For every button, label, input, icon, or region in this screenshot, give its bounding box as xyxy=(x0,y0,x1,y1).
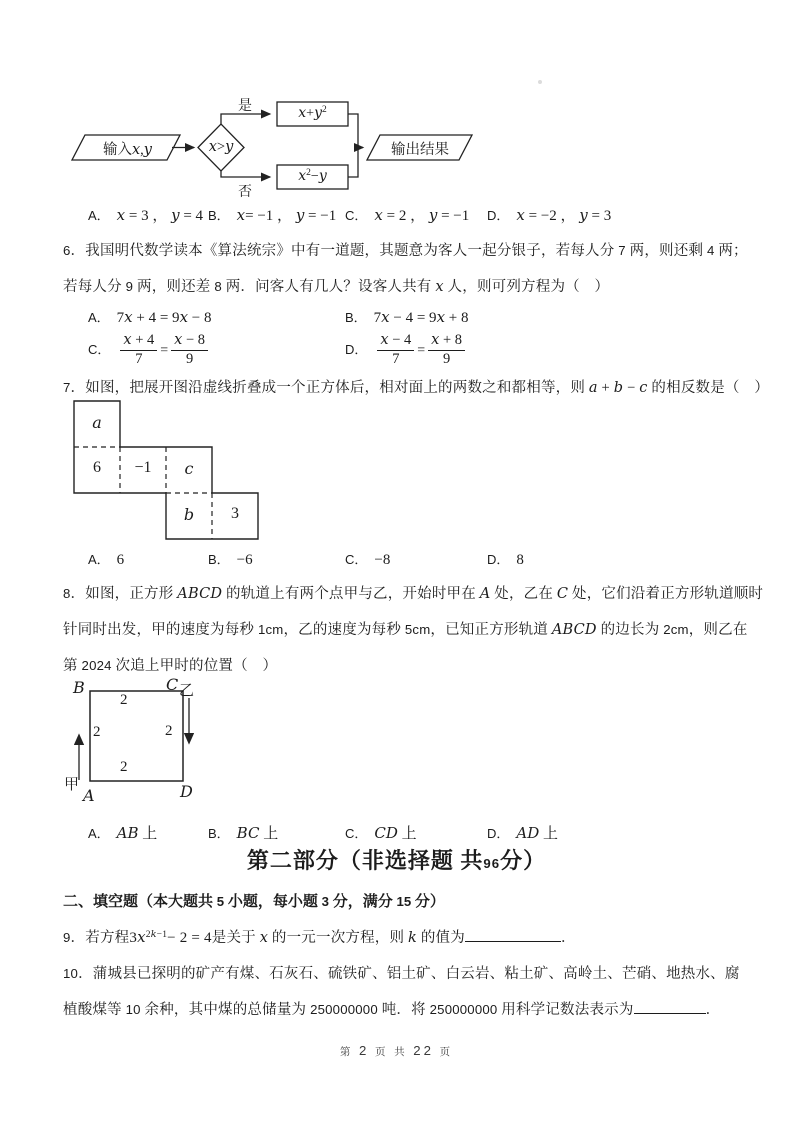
side-length-top: 2 xyxy=(120,692,128,708)
option-label: D． xyxy=(345,341,368,357)
page-footer: 第 2 页 共 22 页 xyxy=(339,1043,454,1058)
option-label: A． xyxy=(88,826,110,841)
option-value: CD 上 xyxy=(374,824,417,842)
denominator: 9 xyxy=(442,350,451,367)
option-label: A． xyxy=(88,552,110,567)
q7-option-c xyxy=(345,549,390,569)
bottom-box-base: x xyxy=(298,168,307,184)
option-value: 8 xyxy=(516,552,524,568)
fraction-right xyxy=(428,333,465,368)
q9-pre: 9．若方程 xyxy=(63,930,130,946)
fraction-left xyxy=(377,333,414,368)
flowchart-output-label: 输出结果 xyxy=(391,142,449,158)
fill-in-heading: 二、填空题（本大题共 5 小题，每小题 3 分，满分 15 分） xyxy=(63,894,445,910)
q9-formula-exponent: 2k−1 xyxy=(145,929,168,940)
side-length-right: 2 xyxy=(165,723,173,739)
q9-tail: ． xyxy=(560,930,576,946)
option-label: A． xyxy=(88,310,110,325)
denominator: 7 xyxy=(392,350,400,367)
option-label: B． xyxy=(208,552,230,567)
flowchart-top-box-label xyxy=(277,105,348,122)
net-face-a: a xyxy=(92,413,102,432)
q10-text-line1: 10．蒲城县已探明的矿产有煤、石灰石、硫铁矿、铝土矿、白云岩、粘土矿、高岭土、芒硝、地热水、腐 xyxy=(63,966,740,982)
option-value: −8 xyxy=(374,552,391,568)
q7-option-d xyxy=(487,549,524,569)
q9-formula-rest: − 2 = 4 xyxy=(167,930,212,946)
q6-option-c xyxy=(88,333,211,368)
denominator: 7 xyxy=(135,350,143,367)
q10-text-line2 xyxy=(63,998,720,1019)
option-value: 6 xyxy=(116,552,125,568)
denominator: 9 xyxy=(185,350,194,367)
point-yi-label: 乙 xyxy=(179,683,195,699)
option-label: D． xyxy=(487,826,510,841)
option-value: x = 2 ， y = −1 xyxy=(374,206,470,224)
option-label: C． xyxy=(345,208,368,223)
net-face-b: b xyxy=(183,505,195,524)
q9-text-line xyxy=(63,926,576,947)
numerator: x − 4 xyxy=(377,333,414,351)
option-value: −6 xyxy=(236,552,253,568)
option-label: C． xyxy=(88,341,111,357)
q7-option-b xyxy=(208,549,253,569)
q6-text-line2: 若每人分 9 两，则还差 8 两．问客人有几人？设客人共有 x 人，则可列方程为（ ） xyxy=(63,279,610,295)
option-value: x = −2 ， y = 3 xyxy=(516,206,612,224)
option-label: A． xyxy=(88,208,110,223)
fraction-right xyxy=(171,333,208,368)
q10-line2-pre: 植酸煤等 10 余种，其中煤的总储量为 250000000 吨．将 250000000 用科学记数法表示为 xyxy=(63,1002,634,1018)
merge-line xyxy=(348,114,358,177)
equals-sign: = xyxy=(417,342,426,358)
cube-net-figure xyxy=(73,400,259,540)
side-length-left: 2 xyxy=(93,724,101,740)
side-length-bottom: 2 xyxy=(120,759,128,775)
option-label: C． xyxy=(345,826,368,841)
net-face-c: c xyxy=(184,459,194,478)
vertex-B: B xyxy=(73,678,85,697)
numerator: x − 8 xyxy=(171,333,208,351)
q6-option-a xyxy=(88,307,212,327)
top-box-base: x+y xyxy=(298,105,322,121)
numerator: x + 4 xyxy=(120,333,157,351)
option-value: 7x − 4 = 9x + 8 xyxy=(373,308,469,326)
option-value: 7x + 4 = 9x − 8 xyxy=(116,308,212,326)
top-box-sup: 2 xyxy=(321,105,327,115)
q10-answer-blank xyxy=(634,1000,706,1014)
flowchart-condition-label: x>y xyxy=(208,139,234,155)
net-face-6: 6 xyxy=(93,459,101,476)
q5-option-b xyxy=(208,204,336,225)
option-value: x= −1 ， y = −1 xyxy=(236,206,337,224)
q8-text-line3: 第 2024 次追上甲时的位置（ ） xyxy=(63,658,278,674)
q5-option-a xyxy=(88,204,203,225)
option-value: AD 上 xyxy=(516,824,559,842)
numerator: x + 8 xyxy=(428,333,465,351)
q5-option-c xyxy=(345,204,469,225)
q6-option-b xyxy=(345,307,469,327)
option-label: B． xyxy=(208,826,230,841)
point-jia-label: 甲 xyxy=(64,777,80,793)
square-track-figure xyxy=(63,676,213,811)
vertex-D: D xyxy=(180,782,193,801)
equals-sign: = xyxy=(160,342,169,358)
no-branch-line xyxy=(221,171,270,177)
option-label: C． xyxy=(345,552,368,567)
flowchart-figure xyxy=(70,93,475,203)
fraction-left xyxy=(120,333,157,368)
q9-mid: 是关于 x 的一元一次方程，则 k 的值为 xyxy=(211,930,465,946)
flowchart-yes-label: 是 xyxy=(238,99,252,114)
flowchart-no-label: 否 xyxy=(238,185,252,200)
q6-text-line1: 6．我国明代数学读本《算法统宗》中有一道题，其题意为客人一起分银子，若每人分 7 两，则还剩 4 两； xyxy=(63,243,748,259)
option-value: x = 3 ， y = 4 xyxy=(116,206,204,224)
option-value: BC 上 xyxy=(236,824,279,842)
q9-answer-blank xyxy=(465,928,561,942)
option-label: B． xyxy=(208,208,230,223)
option-label: B． xyxy=(345,310,367,325)
q8-option-c xyxy=(345,822,417,843)
q8-option-a xyxy=(88,822,157,843)
net-face-neg1: −1 xyxy=(134,459,152,476)
vertex-C: C xyxy=(166,675,179,694)
q8-option-b xyxy=(208,822,278,843)
q5-option-d xyxy=(487,204,611,225)
bottom-box-sup: 2 xyxy=(306,168,311,178)
q8-option-d xyxy=(487,822,558,843)
q9-formula-base: 3x xyxy=(129,928,146,946)
option-label: D． xyxy=(487,208,510,223)
bottom-box-rest: −y xyxy=(310,168,327,184)
flowchart-bottom-box-label xyxy=(277,168,348,185)
q7-text-line: 7．如图，把展开图沿虚线折叠成一个正方体后，相对面上的两数之和都相等，则 a + b − c 的相反数是（ ） xyxy=(63,380,770,396)
option-value: AB 上 xyxy=(116,824,158,842)
option-label: D． xyxy=(487,552,510,567)
q6-option-d xyxy=(345,333,468,368)
q10-tail: ． xyxy=(705,1002,721,1018)
net-face-3: 3 xyxy=(231,505,239,522)
flowchart-input-label: 输入x,y xyxy=(102,142,152,158)
q8-text-line1: 8．如图，正方形 ABCD 的轨道上有两个点甲与乙，开始时甲在 A 处，乙在 C 处，它们沿着正方形轨道顺时 xyxy=(63,586,764,602)
scan-artifact-dot xyxy=(538,80,542,84)
q7-option-a xyxy=(88,549,124,569)
q8-text-line2: 针同时出发，甲的速度为每秒 1cm，乙的速度为每秒 5cm，已知正方形轨道 ABCD 的边长为 2cm，则乙在 xyxy=(63,622,748,638)
vertex-A: A xyxy=(83,786,95,805)
yes-branch-line xyxy=(221,114,270,124)
section2-title: 第二部分（非选择题 共96分） xyxy=(246,848,547,873)
